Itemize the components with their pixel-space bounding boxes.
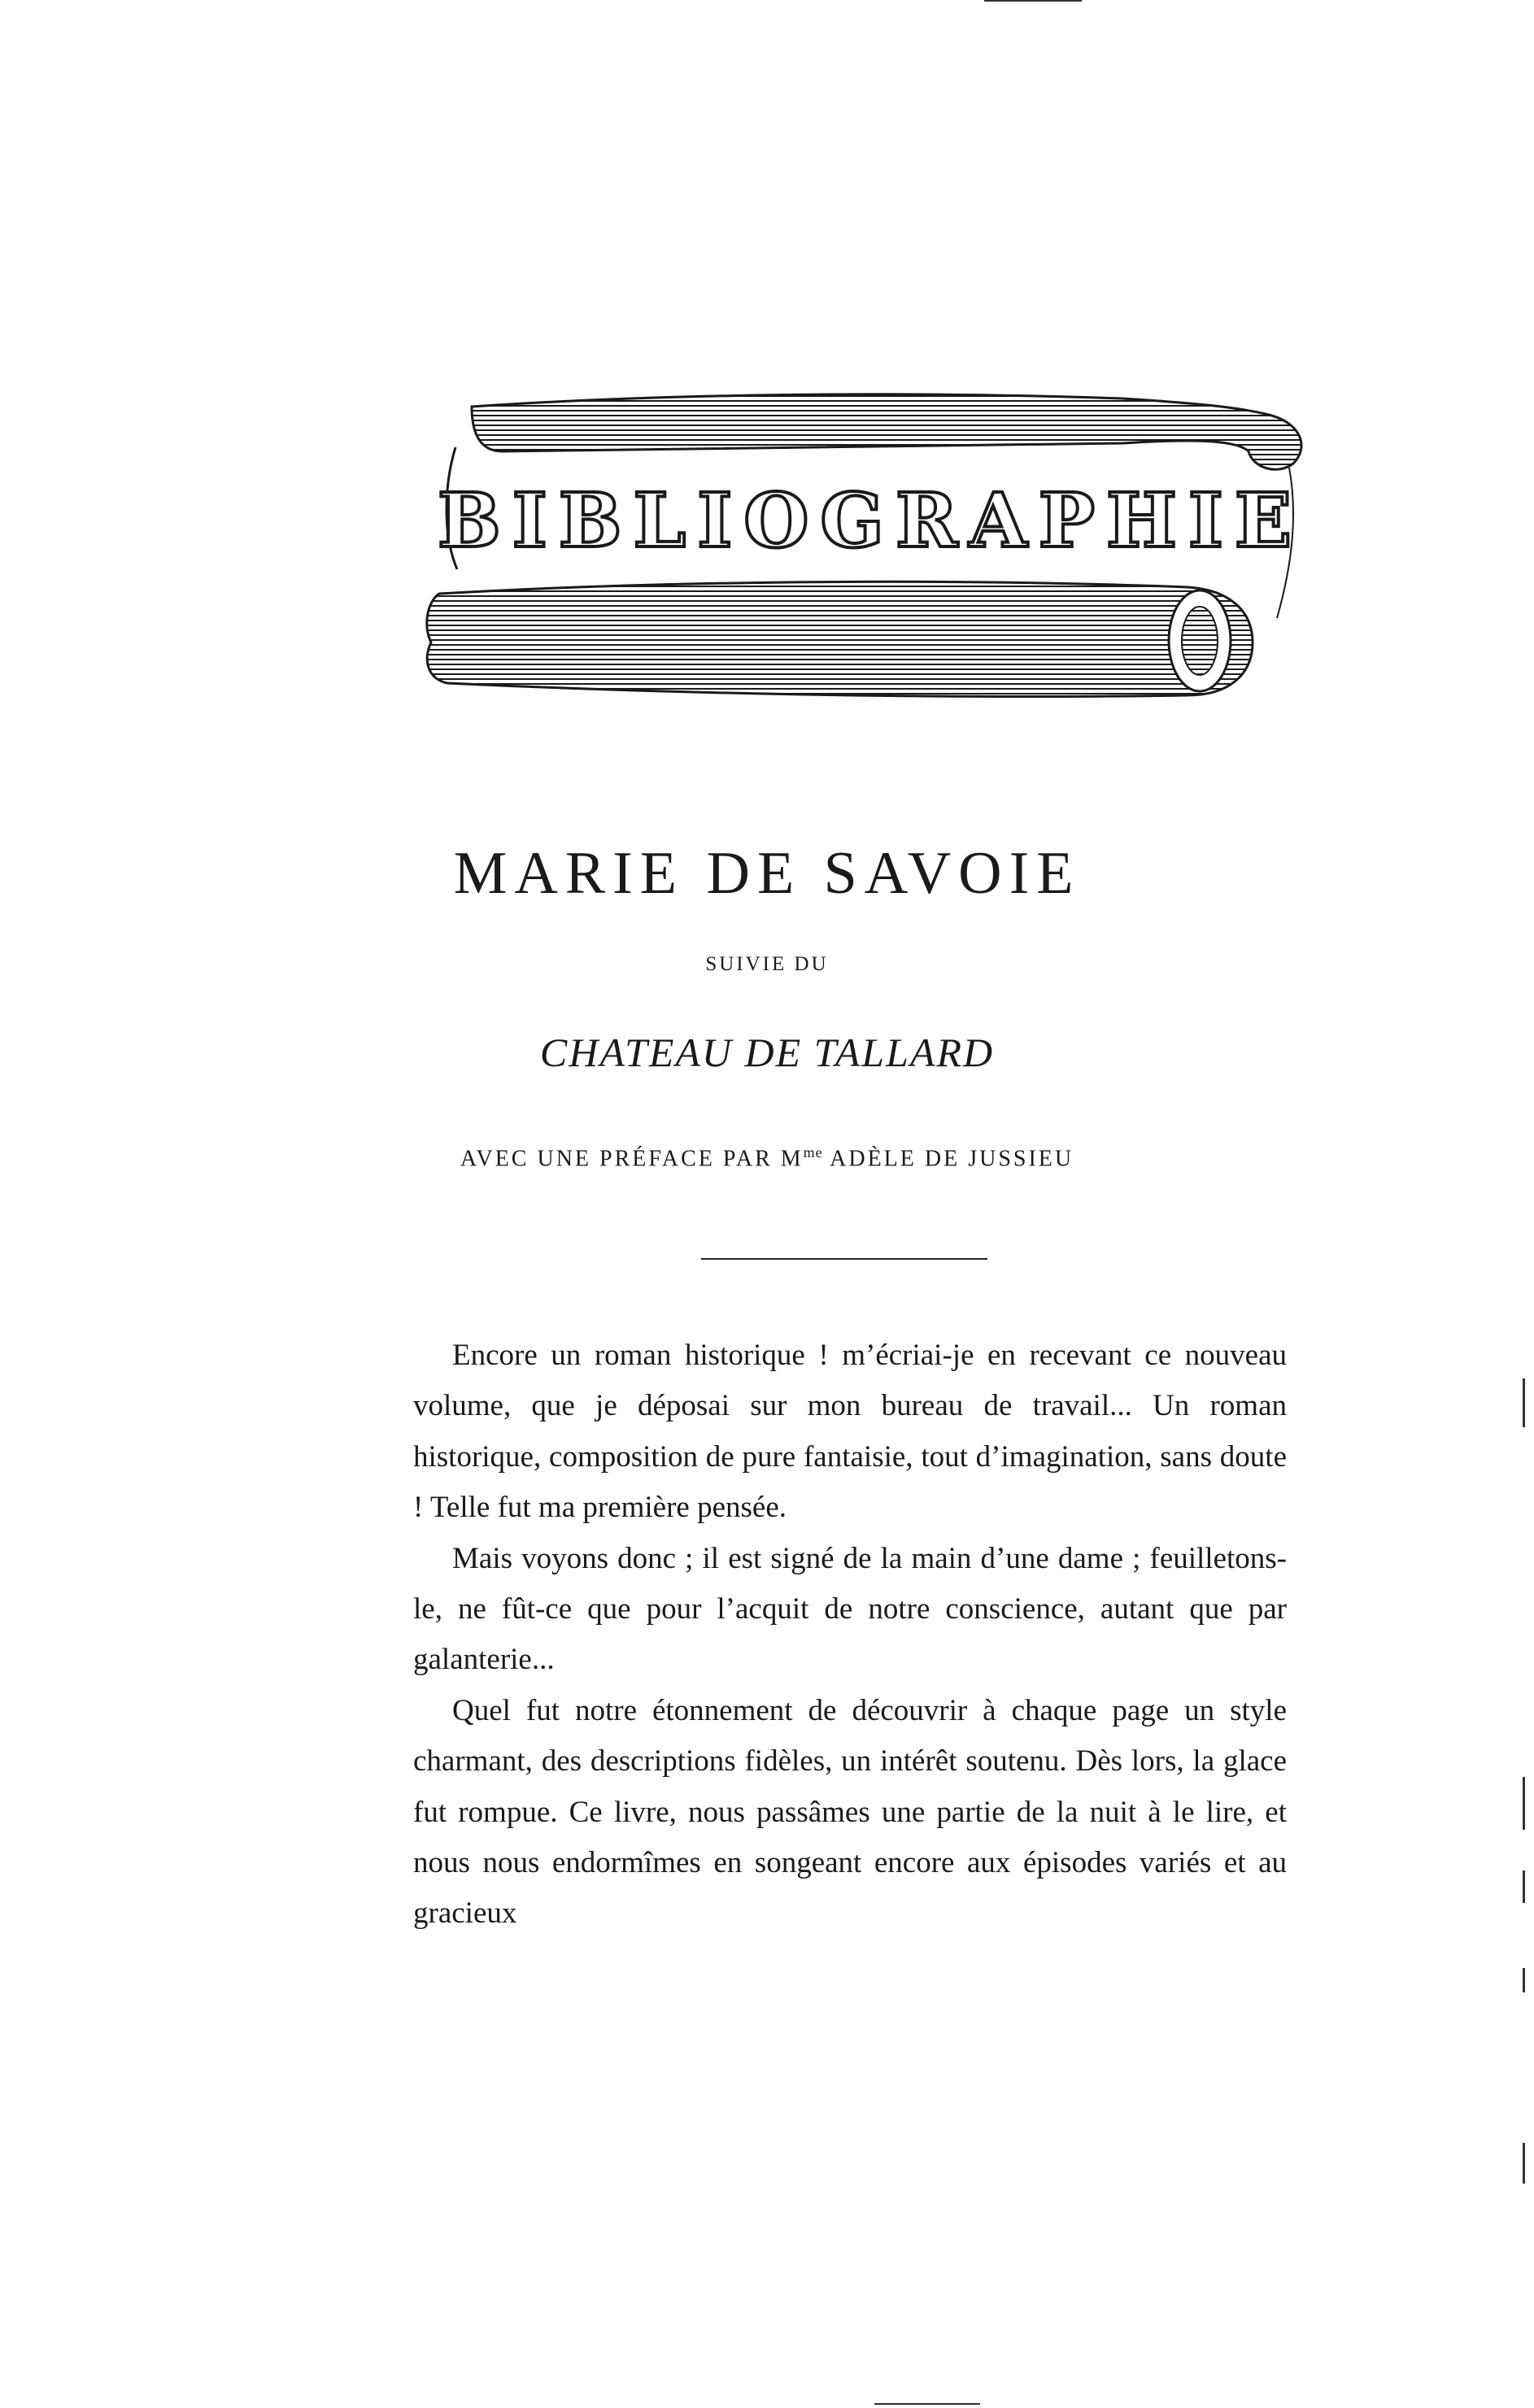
preface-text: AVEC UNE PRÉFACE PAR M [460,1146,804,1172]
preface-author: ADÈLE DE JUSSIEU [822,1146,1074,1172]
scan-artifact [874,2403,980,2405]
scan-artifact [1523,2143,1525,2184]
body-text [413,1330,1287,1940]
scan-artifact [1523,1378,1525,1427]
paragraph: Mais voyons donc ; il est signé de la main d’une dame ; feuilletons-le, ne fût-ce que pour l’acquit de notre conscience, autant que par galanterie... [413,1541,1287,1677]
scroll-illustration [407,374,1318,732]
paragraph: Quel fut notre étonnement de découvrir à chaque page un style charmant, des descriptions fidèles, un intérêt soutenu. Dès lors, la glace fut rompue. Ce livre, nous passâmes une partie de la nuit à le lire, et nous nous endormîmes en songeant encore aux épisodes variés et au gracieux [413,1693,1287,1931]
scan-artifact [1523,1968,1525,1992]
preface-superscript: me [803,1144,823,1160]
separator-rule [701,1258,987,1260]
scan-artifact [1523,1777,1525,1830]
work-subtitle: CHATEAU DE TALLARD [539,1030,995,1075]
paragraph: Encore un roman historique ! m’écriai-je en recevant ce nouveau volume, que je déposai sur mon bureau de travail... Un roman historique, composition de pure fantaisie, tout d’imagination, sans doute ! Telle fut ma première pensée. [413,1339,1287,1525]
work-connector: SUIVIE DU [705,953,829,975]
preface-line [0,1144,1534,1172]
scan-artifact [984,0,1082,2]
scan-artifact [1523,1870,1525,1903]
work-title: MARIE DE SAVOIE [453,840,1081,907]
bibliographie-banner [407,374,1318,732]
banner-title: BIBLIOGRAPHIE [437,477,1304,564]
